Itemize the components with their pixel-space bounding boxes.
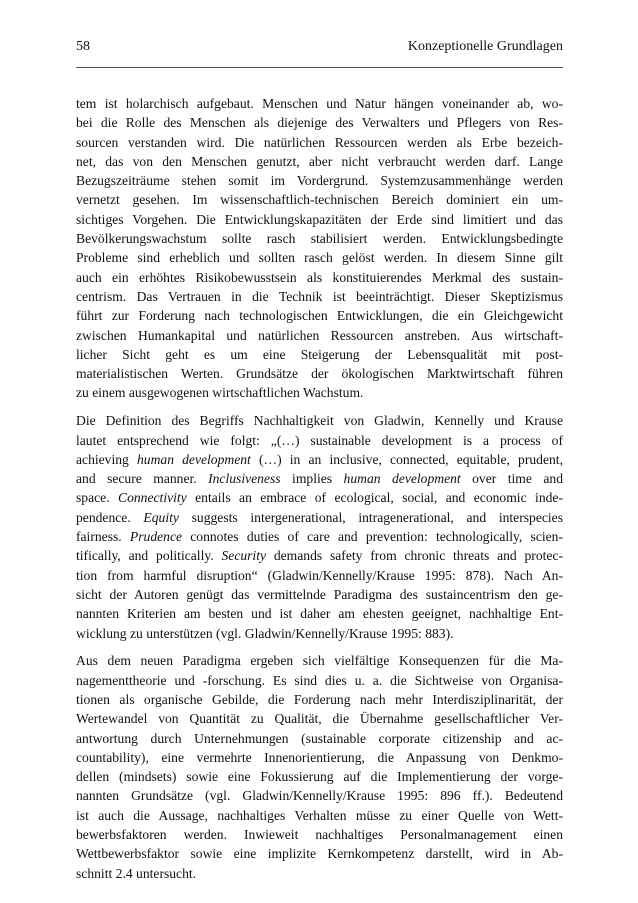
- text-line: schnitt 2.4 untersucht.: [76, 865, 197, 881]
- body-text: [76, 94, 563, 883]
- paragraph-1: [76, 94, 563, 403]
- paragraph-3: [76, 651, 563, 883]
- text-line: tion from harmful disruption“ (Gladwin/Kennelly/Krause 1995: 878). Nach An-: [76, 567, 563, 583]
- text-line: centrism. Das Vertrauen in die Technik ist beeinträchtigt. Dieser Skeptizismus: [76, 288, 563, 304]
- text-line: auch ein erhöhtes Risikobewusstsein als konstituierendes Merkmal des sustain-: [76, 269, 563, 285]
- text-line: tifically, and politically. Security demands safety from chronic threats and protec-: [76, 548, 564, 564]
- text-line: lautet entsprechend wie folgt: „(…) sustainable development is a process of: [76, 432, 563, 448]
- text-line: Wertewandel von Quantität zu Qualität, die Übernahme gesellschaftlicher Ver-: [76, 711, 563, 727]
- text-line: sichtiges Vorgehen. Die Entwicklungskapazitäten der Erde sind limitiert und das: [76, 211, 563, 227]
- page-number: 58: [76, 39, 90, 54]
- running-title: Konzeptionelle Grundlagen: [407, 39, 563, 54]
- text-line: Probleme sind erheblich und sollten rasch gelöst werden. In diesem Sinne gilt: [76, 250, 563, 266]
- text-line: dellen (mindsets) sowie eine Fokussierung auf die Implementierung der vorge-: [76, 769, 563, 785]
- text-line: nannten Grundsätze (vgl. Gladwin/Kennelly/Krause 1995: 896 ff.). Bedeutend: [76, 788, 563, 804]
- text-line: tionen als organische Gebilde, die Forderung nach mehr Interdisziplinarität, der: [76, 691, 563, 707]
- text-line: bewerbsfaktoren werden. Inwieweit nachhaltiges Personalmanagement einen: [76, 826, 563, 842]
- text-line: achieving human development (…) in an inclusive, connected, equitable, prudent,: [76, 451, 563, 467]
- header-rule: [76, 67, 563, 68]
- text-line: space. Connectivity entails an embrace of ecological, social, and economic inde-: [76, 490, 563, 506]
- text-line: pendence. Equity suggests intergenerational, intragenerational, and interspecies: [76, 509, 563, 525]
- text-line: fairness. Prudence connotes duties of care and prevention: technologically, scien-: [76, 529, 563, 545]
- text-line: vernetzt gesehen. Im wissenschaftlich-technischen Bereich dominiert ein um-: [76, 192, 563, 208]
- text-line: sicht der Autoren genügt das vermittelnde Paradigma des sustaincentrism den ge-: [76, 586, 563, 602]
- text-line: wicklung zu unterstützen (vgl. Gladwin/Kennelly/Krause 1995: 883).: [76, 625, 454, 641]
- text-line: führt zur Forderung nach technologischen Entwicklungen, die ein Gleichgewicht: [76, 308, 563, 324]
- text-line: materialistischen Werten. Grundsätze der ökologischen Marktwirtschaft führen: [76, 366, 563, 382]
- text-line: and secure manner. Inclusiveness implies human development over time and: [76, 471, 563, 487]
- text-line: Bevölkerungswachstum sollte rasch stabilisiert werden. Entwicklungsbedingte: [76, 231, 563, 247]
- text-line: bei die Rolle des Menschen als diejenige des Verwalters und Pflegers von Res-: [76, 115, 563, 131]
- text-line: zu einem ausgewogenen wirtschaftlichen Wachstum.: [76, 385, 364, 401]
- text-line: nagementtheorie und -forschung. Es sind dies u. a. die Sichtweise von Organisa-: [76, 672, 563, 688]
- text-line: nannten Kriterien am besten und ist daher am ehesten geeignet, nachhaltige Ent-: [76, 606, 563, 622]
- text-line: antwortung durch Unternehmungen (sustainable corporate citizenship and ac-: [76, 730, 563, 746]
- text-line: licher Sicht geht es um eine Steigerung der Lebensqualität mit post-: [76, 346, 563, 362]
- text-line: Aus dem neuen Paradigma ergeben sich vielfältige Konsequenzen für die Ma-: [76, 653, 563, 669]
- text-line: tem ist holarchisch aufgebaut. Menschen und Natur hängen voneinander ab, wo-: [76, 96, 563, 111]
- paragraph-2: [76, 411, 563, 643]
- text-line: net, das von den Menschen genutzt, aber nicht verbraucht werden darf. Lange: [76, 153, 563, 169]
- running-header: [76, 39, 563, 57]
- text-line: ist auch die Aussage, nachhaltiges Verhalten müsse zu einer Quelle von Wett-: [76, 807, 563, 823]
- text-line: zwischen Humankapital und natürlichen Ressourcen anstreben. Aus wirtschaft-: [76, 327, 563, 343]
- text-line: countability), eine vermehrte Innenorientierung, die Anpassung von Denkmo-: [76, 749, 563, 765]
- text-line: Die Definition des Begriffs Nachhaltigkeit von Gladwin, Kennelly und Krause: [76, 413, 563, 429]
- text-line: Bezugszeiträume stehen somit im Vordergrund. Systemzusammenhänge werden: [76, 173, 563, 189]
- text-line: sourcen verstanden wird. Die natürlichen Ressourcen werden als Erbe bezeich-: [76, 134, 563, 150]
- text-line: Wettbewerbsfaktor sowie eine implizite Kernkompetenz darstellt, wird in Ab-: [76, 846, 563, 862]
